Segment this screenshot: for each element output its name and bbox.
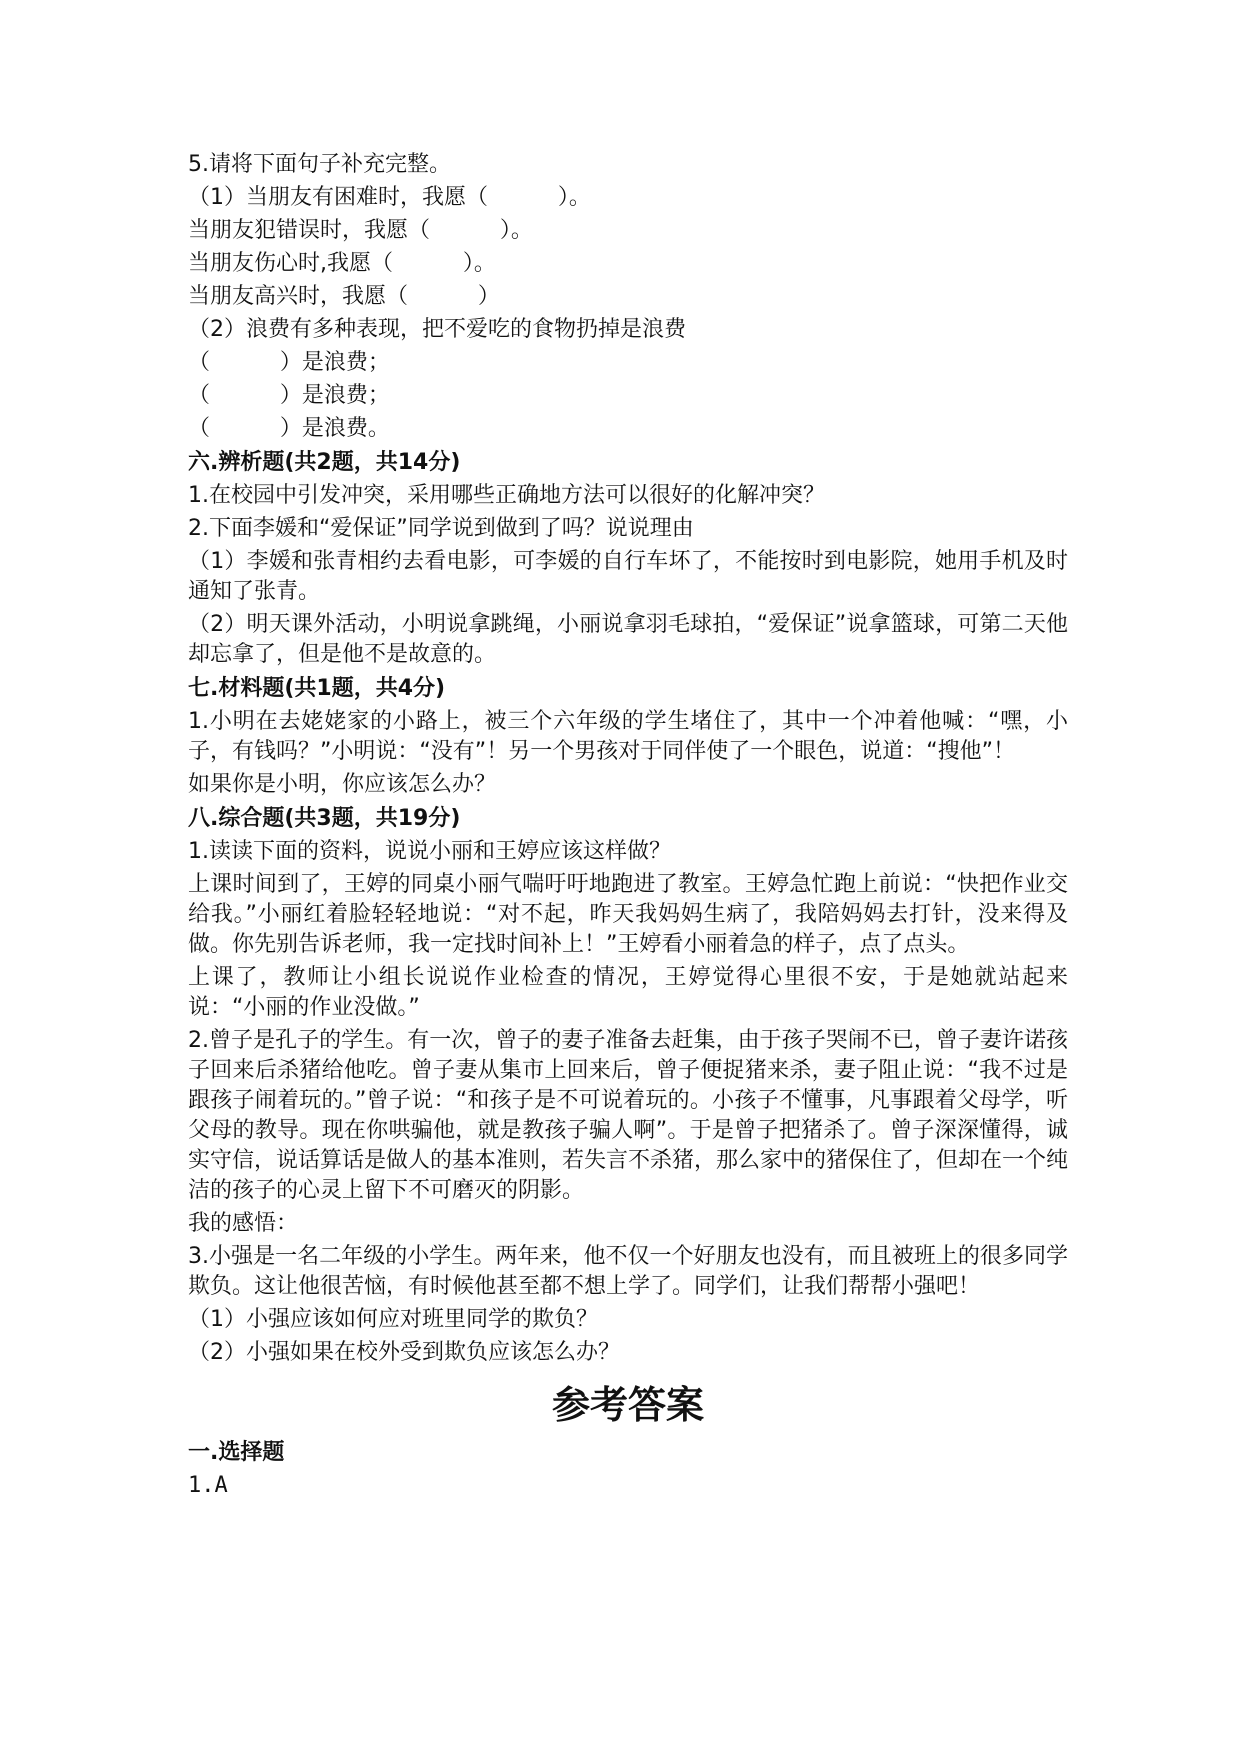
section-7-question-1: 1.小明在去姥姥家的小路上，被三个六年级的学生堵住了，其中一个冲着他喊：“嘿，小子，有钱吗？”小明说：“没有”！另一个男孩对于同伴使了一个眼色，说道：“搜他”！ bbox=[188, 709, 1068, 764]
question-5-line-3: 当朋友伤心时,我愿（ ）。 bbox=[188, 251, 496, 276]
section-6-heading: 六.辨析题(共2题，共14分) bbox=[188, 450, 461, 475]
section-6-question-2-part-2: （2）明天课外活动，小明说拿跳绳，小丽说拿羽毛球拍，“爱保证”说拿篮球，可第二天他却忘拿了，但是他不是故意的。 bbox=[188, 612, 1068, 667]
answer-1: 1.A bbox=[188, 1473, 228, 1498]
question-5-line-8: （ ）是浪费。 bbox=[188, 416, 390, 441]
question-5-line-7: （ ）是浪费； bbox=[188, 383, 390, 408]
section-6-question-2: 2.下面李媛和“爱保证”同学说到做到了吗？说说理由 bbox=[188, 516, 694, 541]
section-8-question-1: 1.读读下面的资料，说说小丽和王婷应该这样做？ bbox=[188, 839, 671, 864]
section-8-question-3-part-2: （2）小强如果在校外受到欺负应该怎么办？ bbox=[188, 1340, 620, 1365]
section-8-question-3-part-1: （1）小强应该如何应对班里同学的欺负？ bbox=[188, 1307, 598, 1332]
question-5-line-6: （ ）是浪费； bbox=[188, 350, 390, 375]
section-8-question-2: 2.曾子是孔子的学生。有一次，曾子的妻子准备去赶集，由于孩子哭闹不已，曾子妻许诺孩子回来后杀猪给他吃。曾子妻从集市上回来后，曾子便捉猪来杀，妻子阻止说：“我不过是跟孩子闹着玩的。”曾子说：“和孩子是不可说着玩的。小孩子不懂事，凡事跟着父母学，听父母的教导。现在你哄骗他，就是教孩子骗人啊”。于是曾子把猪杀了。曾子深深懂得，诚实守信，说话算话是做人的基本准则，若失言不杀猪，那么家中的猪保住了，但却在一个纯洁的孩子的心灵上留下不可磨灭的阴影。 bbox=[188, 1028, 1069, 1203]
question-5-line-5: （2）浪费有多种表现，把不爱吃的食物扔掉是浪费 bbox=[188, 317, 686, 342]
section-8-question-1-material-2: 上课了，教师让小组长说说作业检查的情况，王婷觉得心里很不安，于是她就站起来说：“小丽的作业没做。” bbox=[188, 965, 1068, 1020]
section-6-question-1: 1.在校园中引发冲突，采用哪些正确地方法可以很好的化解冲突？ bbox=[188, 483, 825, 508]
section-7-heading: 七.材料题(共1题，共4分) bbox=[188, 676, 446, 701]
section-8-question-2-ask: 我的感悟： bbox=[188, 1211, 299, 1236]
question-5-title: 5.请将下面句子补充完整。 bbox=[188, 152, 451, 177]
question-5-line-4: 当朋友高兴时，我愿（ ） bbox=[188, 284, 500, 309]
exam-page bbox=[188, 150, 1068, 1501]
answers-section-1-heading: 一.选择题 bbox=[188, 1440, 285, 1465]
answers-title: 参考答案 bbox=[551, 1382, 704, 1427]
section-8-question-3: 3.小强是一名二年级的小学生。两年来，他不仅一个好朋友也没有，而且被班上的很多同学欺负。这让他很苦恼，有时候他甚至都不想上学了。同学们，让我们帮帮小强吧！ bbox=[188, 1244, 1068, 1299]
section-8-question-1-material-1: 上课时间到了，王婷的同桌小丽气喘吁吁地跑进了教室。王婷急忙跑上前说：“快把作业交给我。”小丽红着脸轻轻地说：“对不起，昨天我妈妈生病了，我陪妈妈去打针，没来得及做。你先别告诉老师，我一定找时间补上！”王婷看小丽着急的样子，点了点头。 bbox=[188, 872, 1068, 957]
section-7-question-1-ask: 如果你是小明，你应该怎么办？ bbox=[188, 772, 497, 797]
section-8-heading: 八.综合题(共3题，共19分) bbox=[188, 806, 461, 831]
question-5-line-1: （1）当朋友有困难时，我愿（ ）。 bbox=[188, 185, 591, 210]
section-6-question-2-part-1: （1）李媛和张青相约去看电影，可李媛的自行车坏了，不能按时到电影院，她用手机及时通知了张青。 bbox=[188, 549, 1068, 604]
question-5-line-2: 当朋友犯错误时，我愿（ ）。 bbox=[188, 218, 533, 243]
